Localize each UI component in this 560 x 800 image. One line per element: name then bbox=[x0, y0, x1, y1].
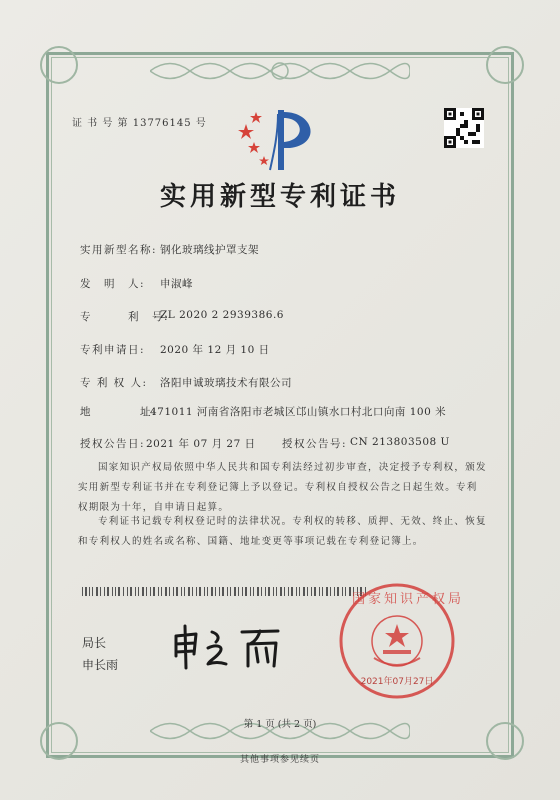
certificate-title: 实用新型专利证书 bbox=[159, 182, 400, 212]
seal-text: 国家知识产权局 bbox=[352, 592, 465, 607]
certificate-number: 证 书 号 第 13776145 号 bbox=[72, 118, 207, 129]
field-value-name: 钢化玻璃线护罩支架 bbox=[160, 244, 259, 256]
grant-date-value: 2021 年 07 月 27 日 bbox=[146, 438, 256, 450]
field-value-inventor: 申淑峰 bbox=[160, 278, 193, 290]
signatory-name: 申长雨 bbox=[82, 658, 119, 672]
page-number: 第 1 页 (共 2 页) bbox=[243, 719, 317, 730]
grant-number-label: 授权公告号: bbox=[282, 438, 348, 450]
top-ornament bbox=[150, 56, 410, 86]
qr-code-icon bbox=[444, 108, 484, 148]
field-label-patentee: 专 利 权 人: bbox=[80, 377, 148, 389]
corner-ornament bbox=[40, 46, 78, 84]
seal-date: 2021年07月27日 bbox=[360, 677, 434, 687]
field-value-patentee: 洛阳申诚玻璃技术有限公司 bbox=[160, 377, 292, 389]
cnipa-logo-icon bbox=[232, 104, 328, 176]
field-label-address: 地 址: bbox=[80, 406, 158, 418]
field-label-name: 实用新型名称: bbox=[80, 244, 158, 256]
grant-date-label: 授权公告日: bbox=[80, 438, 146, 450]
field-label-inventor: 发 明 人: bbox=[80, 278, 146, 290]
grant-number-value: CN 213803508 U bbox=[350, 436, 450, 448]
field-value-patent-number: ZL 2020 2 2939386.6 bbox=[160, 309, 284, 321]
field-label-patent-number: 专 利 号: bbox=[80, 311, 170, 323]
field-label-filing-date: 专利申请日: bbox=[80, 344, 146, 356]
barcode-strip bbox=[80, 586, 370, 597]
field-value-address: 471011 河南省洛阳市老城区邙山镇水口村北口向南 100 米 bbox=[150, 406, 447, 418]
corner-ornament bbox=[486, 46, 524, 84]
statement-paragraph: 专利证书记载专利权登记时的法律状况。专利权的转移、质押、无效、终止、恢复和专利权人的姓名或名称、国籍、地址变更等事项记载在专利登记簿上。 bbox=[78, 516, 487, 547]
handwritten-signature-icon bbox=[168, 622, 288, 672]
footer-note: 其他事项参见续页 bbox=[239, 755, 320, 765]
field-value-filing-date: 2020 年 12 月 10 日 bbox=[160, 344, 270, 356]
signatory-title: 局长 bbox=[82, 636, 107, 650]
statement-paragraph: 国家知识产权局依照中华人民共和国专利法经过初步审查，决定授予专利权，颁发实用新型专利证书并在专利登记簿上予以登记。专利权自授权公告之日起生效。专利权期限为十年，自申请日起算。 bbox=[78, 462, 487, 513]
